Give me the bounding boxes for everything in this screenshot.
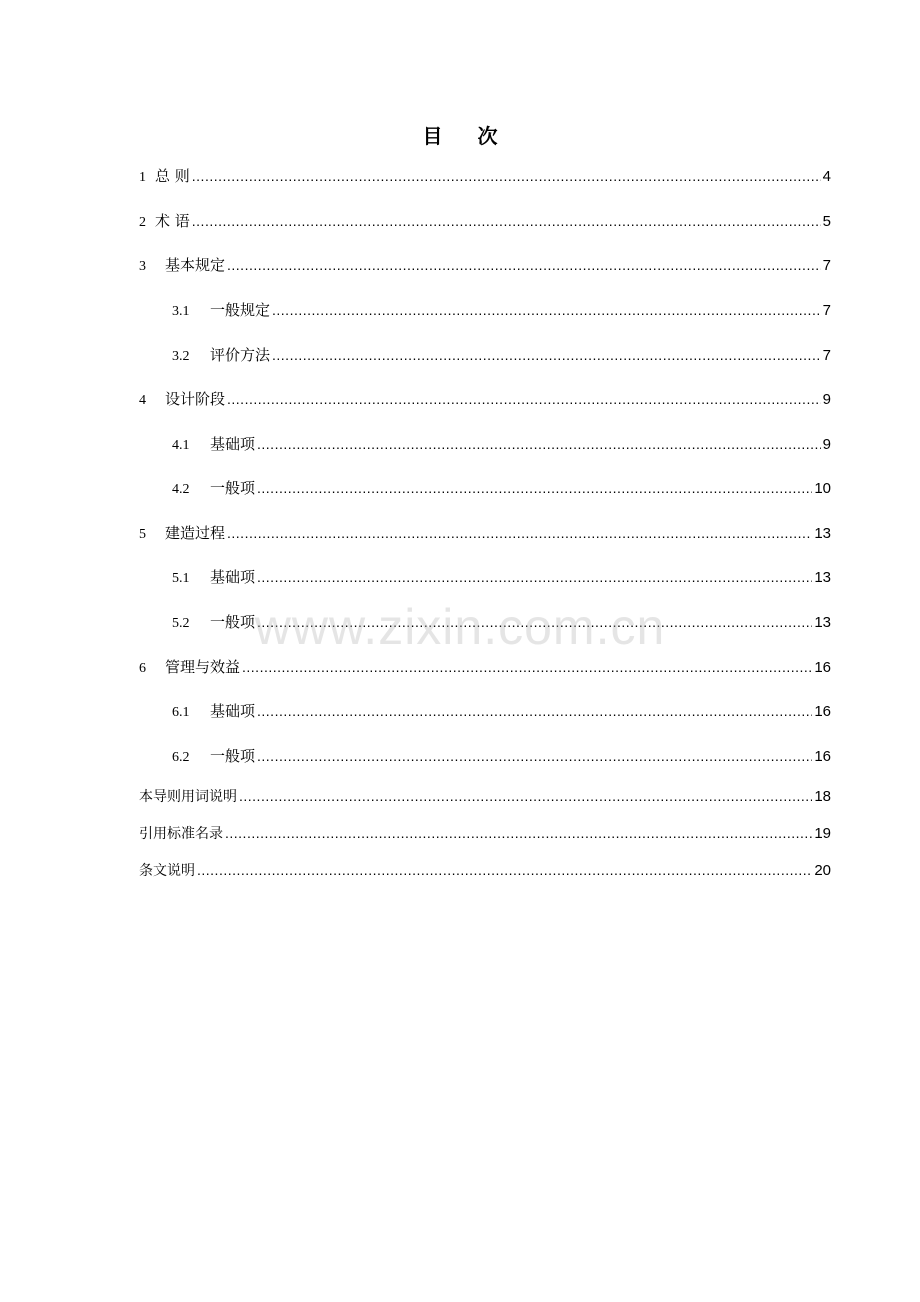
toc-entry-cited-standards[interactable] — [139, 821, 831, 845]
toc-entry-5-2[interactable] — [172, 610, 831, 634]
toc-entry-number: 4.2 — [172, 482, 190, 497]
toc-entry-page: 20 — [814, 862, 831, 879]
toc-entry-page: 13 — [814, 569, 831, 586]
toc-entry-number: 6.1 — [172, 705, 190, 720]
toc-entry-6-1[interactable] — [172, 699, 831, 723]
dot-leader — [257, 610, 812, 634]
toc-entry-page: 16 — [814, 703, 831, 720]
toc-entry-label: 一般项 — [210, 479, 256, 497]
dot-leader — [257, 476, 812, 500]
toc-entry-4-1[interactable] — [172, 432, 831, 456]
toc-entry-page: 13 — [814, 614, 831, 631]
dot-leader — [257, 565, 812, 589]
toc-entry-2[interactable] — [139, 209, 831, 233]
dot-leader — [192, 209, 821, 233]
toc-entry-label: 设计阶段 — [165, 390, 226, 408]
toc-entry-number: 2 — [139, 215, 146, 230]
dot-leader — [272, 343, 821, 367]
toc-entry-5-1[interactable] — [172, 565, 831, 589]
toc-entry-6-2[interactable] — [172, 744, 831, 768]
toc-entry-page: 18 — [814, 788, 831, 805]
toc-entry-page: 7 — [822, 257, 831, 274]
dot-leader — [257, 744, 812, 768]
toc-entry-label: 一般项 — [210, 747, 256, 765]
toc-entry-label: 基本规定 — [165, 256, 226, 274]
toc-entry-label: 一般项 — [210, 613, 256, 631]
toc-entry-page: 4 — [822, 168, 831, 185]
dot-leader — [257, 432, 821, 456]
toc-entry-label: 引用标准名录 — [139, 826, 223, 842]
toc-entry-label: 总 则 — [155, 167, 190, 185]
dot-leader — [227, 387, 821, 411]
dot-leader — [225, 821, 812, 845]
toc-entry-terms-usage[interactable] — [139, 784, 831, 808]
toc-entry-page: 19 — [814, 825, 831, 842]
toc-entry-1[interactable] — [139, 164, 831, 188]
toc-entry-number: 4 — [139, 393, 146, 408]
toc-entry-3[interactable] — [139, 253, 831, 277]
toc-entry-4-2[interactable] — [172, 476, 831, 500]
toc-entry-page: 9 — [822, 436, 831, 453]
toc-entry-label: 基础项 — [210, 568, 256, 586]
toc-entry-number: 3 — [139, 259, 146, 274]
toc-entry-number: 1 — [139, 170, 146, 185]
toc-entry-page: 10 — [814, 480, 831, 497]
toc-entry-number: 6 — [139, 661, 146, 676]
dot-leader — [272, 298, 821, 322]
toc-entry-page: 16 — [814, 659, 831, 676]
toc-entry-4[interactable] — [139, 387, 831, 411]
dot-leader — [227, 521, 812, 545]
toc-entry-3-1[interactable] — [172, 298, 831, 322]
toc-entry-number: 4.1 — [172, 438, 190, 453]
toc-entry-number: 5 — [139, 527, 146, 542]
toc-entry-label: 建造过程 — [165, 524, 226, 542]
toc-entry-6[interactable] — [139, 655, 831, 679]
toc-entry-number: 3.1 — [172, 304, 190, 319]
toc-entry-page: 13 — [814, 525, 831, 542]
toc-entry-label: 基础项 — [210, 702, 256, 720]
toc-entry-label: 管理与效益 — [165, 658, 241, 676]
dot-leader — [192, 164, 821, 188]
toc-entry-label: 术 语 — [155, 212, 190, 230]
dot-leader — [242, 655, 812, 679]
toc-entry-number: 5.1 — [172, 571, 190, 586]
toc-entry-page: 16 — [814, 748, 831, 765]
toc-entry-3-2[interactable] — [172, 343, 831, 367]
toc-entry-label: 条文说明 — [139, 863, 195, 879]
toc-entry-page: 5 — [822, 213, 831, 230]
toc-entry-page: 7 — [822, 302, 831, 319]
toc-entry-page: 9 — [822, 391, 831, 408]
toc-entry-label: 基础项 — [210, 435, 256, 453]
toc-entry-label: 一般规定 — [210, 301, 271, 319]
watermark: www.zixin.com.cn — [254, 599, 666, 655]
dot-leader — [257, 699, 812, 723]
toc-entry-clause-explanation[interactable] — [139, 858, 831, 882]
toc-entry-number: 3.2 — [172, 349, 190, 364]
toc-title: 目 次 — [422, 124, 512, 148]
toc-entry-number: 5.2 — [172, 616, 190, 631]
toc-entry-5[interactable] — [139, 521, 831, 545]
dot-leader — [227, 253, 821, 277]
dot-leader — [239, 784, 812, 808]
toc-entry-label: 评价方法 — [210, 346, 271, 364]
toc-entry-number: 6.2 — [172, 750, 190, 765]
dot-leader — [197, 858, 812, 882]
toc-entry-label: 本导则用词说明 — [139, 789, 237, 805]
toc-entry-page: 7 — [822, 347, 831, 364]
